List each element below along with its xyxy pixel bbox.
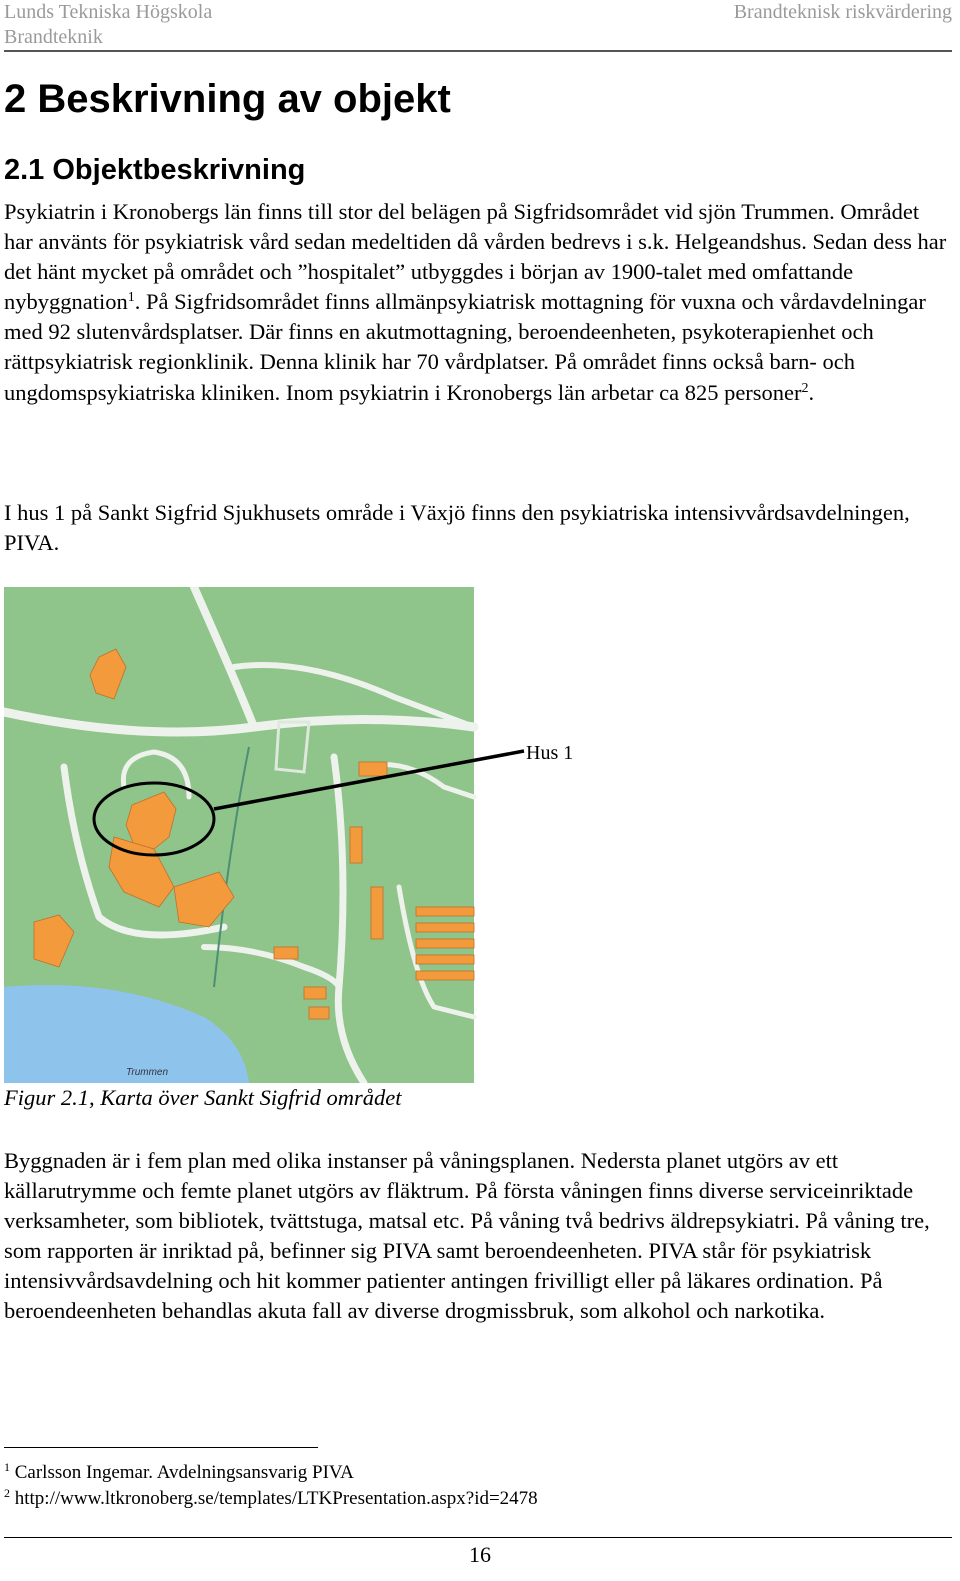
body-paragraph-piva: I hus 1 på Sankt Sigfrid Sjukhusets område i Växjö finns den psykiatriska intensivvårdsavdelningen, PIVA.	[4, 500, 910, 556]
building	[309, 1007, 329, 1019]
site-map	[4, 587, 586, 1083]
footnote-1	[4, 1462, 354, 1484]
building	[350, 827, 362, 863]
paragraph-text: . På Sigfridsområdet finns allmänpsykiatrisk mottagning för vuxna och vårdavdelningar med 92 slutenvårdsplatser. Där finns en akutmottagning, beroendeenheten, psykoterapienhet och rättpsykiatrisk regionklinik. Denna klinik har 70 vårdplatser. På området finns också barn- och ungdomspsykiatriska kliniken. Inom psykiatrin i Kronobergs län arbetar ca 825 personer	[4, 289, 926, 405]
paragraph-text: .	[808, 379, 815, 405]
building	[371, 887, 383, 939]
callout-label: Hus 1	[526, 742, 574, 764]
building	[416, 955, 474, 964]
footnote-ref-1[interactable]: 1	[127, 290, 135, 306]
footnote-ref-2[interactable]: 2	[801, 380, 809, 396]
figure-caption: Figur 2.1, Karta över Sankt Sigfrid området	[4, 1085, 402, 1110]
page-header	[0, 0, 960, 54]
chapter-heading: 2 Beskrivning av objekt	[4, 77, 451, 121]
body-paragraph-intro	[4, 197, 952, 408]
section-heading: 2.1 Objektbeskrivning	[4, 154, 306, 186]
footnote-2	[4, 1488, 538, 1510]
building	[416, 923, 474, 932]
header-department: Brandteknik	[4, 26, 103, 48]
lake-label: Trummen	[126, 1067, 169, 1078]
header-document-title: Brandteknisk riskvärdering	[733, 1, 952, 23]
building	[416, 939, 474, 948]
building	[304, 987, 326, 999]
header-divider	[4, 50, 952, 52]
body-paragraph-building: Byggnaden är i fem plan med olika instanser på våningsplanen. Nedersta planet utgörs av ett källarutrymme och femte planet utgörs av fläktrum. På första våningen finns diverse serviceinriktade verksamheter, som bibliotek, tvättstuga, matsal etc. På våning två bedrivs äldrepsykiatri. På våning tre, som rapporten är inriktad på, befinner sig PIVA samt beroendeenheten. PIVA står för psykiatrisk intensivvårdsavdelning och hit kommer patienter antingen frivilligt eller på läkares ordination. På beroendeenheten behandlas akuta fall av diverse drogmissbruk, som alkohol och narkotika.	[4, 1148, 930, 1324]
building	[416, 907, 474, 916]
map-blank-area	[474, 587, 586, 1083]
building	[359, 762, 387, 776]
building	[416, 971, 474, 980]
footnote-link[interactable]: http://www.ltkronoberg.se/templates/LTKPresentation.aspx?id=2478	[14, 1488, 538, 1509]
building	[274, 947, 298, 959]
page-number: 16	[469, 1542, 491, 1567]
footnote-text: Carlsson Ingemar. Avdelningsansvarig PIVA	[14, 1462, 354, 1483]
footnote-mark: 1	[4, 1460, 10, 1474]
paragraph-text: Psykiatrin i Kronobergs län finns till stor del belägen på Sigfridsområdet vid sjön Trummen. Området har använts för psykiatrisk vård sedan medeltiden då vården bedrevs i s.k. Helgeandshus. Sedan dess har det hänt mycket på området och ”hospitalet” utbyggdes i början av 1900-talet med omfattande nybyggnation	[4, 199, 947, 315]
footnote-divider	[4, 1447, 318, 1448]
footer-divider	[4, 1537, 952, 1538]
header-institution: Lunds Tekniska Högskola	[4, 1, 213, 23]
footnote-mark: 2	[4, 1486, 10, 1500]
